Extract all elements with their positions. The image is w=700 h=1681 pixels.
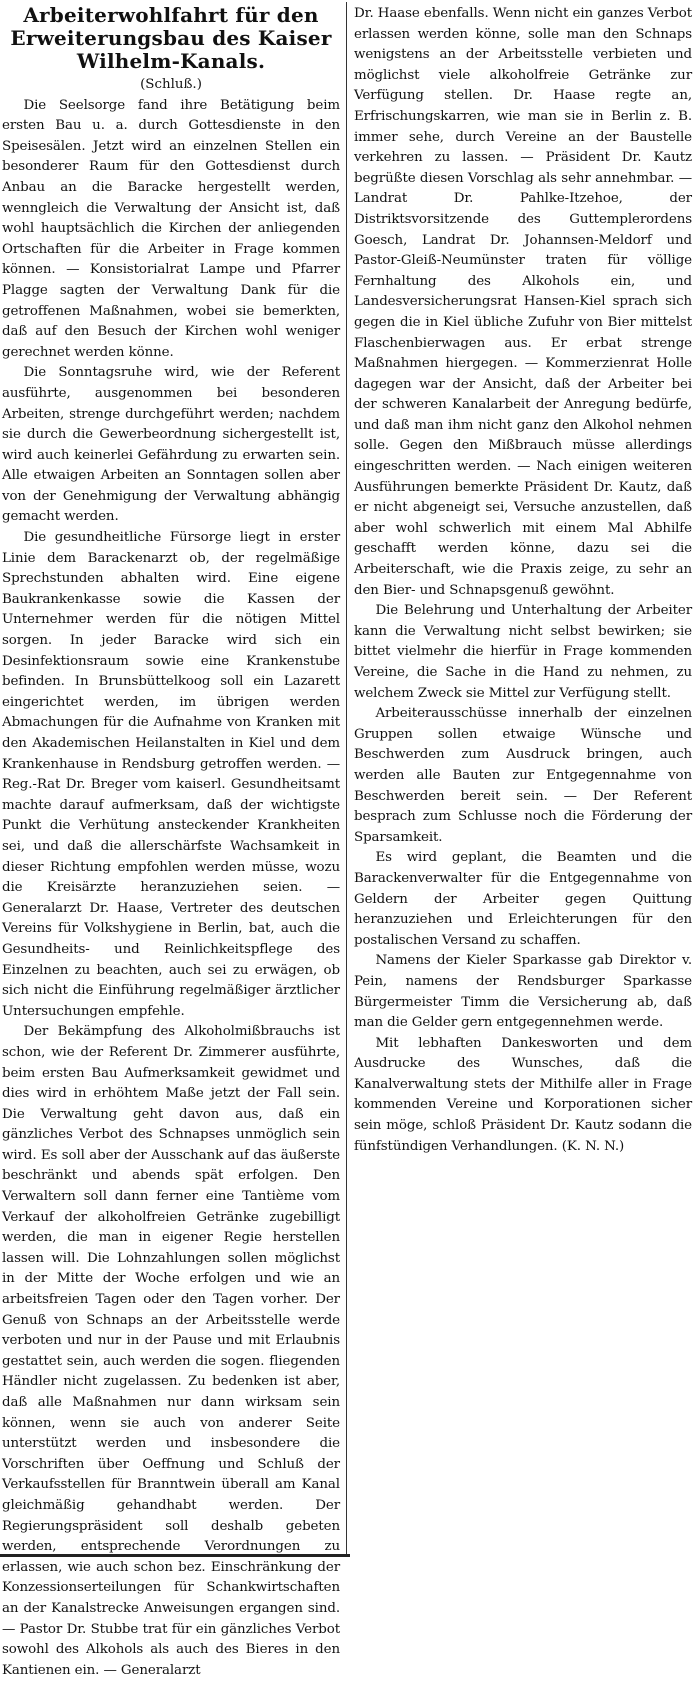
paragraph-arbeiterausschuesse: Arbeiterausschüsse innerhalb der einzelnen Gruppen sollen etwaige Wünsche und Beschwerden zum Ausdruck bringen, auch werden alle Bauten zur Entgegennahme von Beschwerden bereit sein. — Der Referent besprach zum Schlusse noch die Förderung der Sparsamkeit. [354, 706, 692, 845]
paragraph-alkohol: Der Bekämpfung des Alkoholmißbrauchs ist schon, wie der Referent Dr. Zimmerer ausführte, beim ersten Bau Aufmerksamkeit gewidmet und dies wird in erhöhtem Maße jetzt der Fall sein. Die Verwaltung geht davon aus, daß ein gänzliches Verbot des Schnapses unmöglich sein wird. Es soll aber der Ausschank auf das äußerste beschränkt und abends spät erfolgen. Den Verwaltern soll dann ferner eine Tantième vom Verkauf der alkoholfreien Getränke zugebilligt werden, die man in eigener Regie herstellen lassen will. Die Lohnzahlungen sollen möglichst in der Mitte der Woche erfolgen und wie an arbeitsfreien Tagen oder den Tagen vorher. Der Genuß von Schnaps an der Arbeitsstelle werde verboten und nur in der Pause und mit Erlaubnis gestattet sein, auch werden die sogen. fliegenden Händler nicht zugelassen. Zu bedenken ist aber, daß alle Maßnahmen nur dann wirksam sein können, wenn sie auch von anderer Seite unterstützt werden und insbesondere die Vorschriften über Oeffnung und Schluß der Verkaufsstellen für Branntwein überall am Kanal gleichmäßig gehandhabt werden. Der Regierungspräsident soll deshalb gebeten werden, entsprechende Verordnungen zu erlassen, wie auch schon bez. Einschränkung der Konzessionserteilungen für Schankwirtschaften an der Kanalstrecke Anweisungen ergangen sind. — Pastor Dr. Stubbe trat für ein gänzliches Verbot sowohl des Alkohols als auch des Bieres in den Kantienen ein. — Generalarzt [2, 1024, 340, 1678]
paragraph-sonntagsruhe: Die Sonntagsruhe wird, wie der Referent ausführte, ausgenommen bei besonderen Arbeiten, strenge durchgeführt werden; nachdem sie durch die Gewerbeordnung sichergestellt ist, wird auch keinerlei Gefährdung zu erwarten sein. Alle etwaigen Arbeiten an Sonntagen sollen aber von der Genehmigung der Verwaltung abhängig gemacht werden. [2, 365, 340, 525]
article-headline: Arbeiterwohlfahrt für den Erweiterungsbau des Kaiser Wilhelm-Kanals. [10, 3, 332, 73]
paragraph-schluss: Mit lebhaften Dankesworten und dem Ausdrucke des Wunsches, daß die Kanalverwaltung stets der Mithilfe aller in Frage kommenden Vereine und Korporationen sicher sein möge, schloß Präsident Dr. Kautz sodann die fünfstündigen Verhandlungen. (K. N. N.) [354, 1035, 692, 1154]
paragraph-seelsorge: Die Seelsorge fand ihre Betätigung beim ersten Bau u. a. durch Gottesdienste in den Speisesälen. Jetzt wird an einzelnen Stellen ein besonderer Raum für den Gottesdienst durch Anbau an die Baracke hergestellt werden, wenngleich die Verwaltung der Ansicht ist, daß wohl hauptsächlich die Kirchen der anliegenden Ortschaften für die Arbeiter in Frage kommen können. — Konsistorialrat Lampe und Pfarrer Plagge sagten der Verwaltung Dank für die getroffenen Maßnahmen, wobei sie bemerkten, daß auf den Besuch der Kirchen wohl weniger gerechnet werden könne. [2, 97, 340, 360]
paragraph-sparkasse: Namens der Kieler Sparkasse gab Direktor v. Pein, namens der Rendsburger Sparkasse Bürgermeister Timm die Versicherung ab, daß man die Gelder gern entgegennehmen werde. [354, 953, 692, 1031]
right-column [354, 4, 692, 1157]
paragraph-gesundheit: Die gesundheitliche Fürsorge liegt in erster Linie dem Barackenarzt ob, der regelmäßige Sprechstunden abhalten wird. Eine eigene Baukrankenkasse sowie die Kassen der Unternehmer werden für die nötigen Mittel sorgen. In jeder Baracke wird sich ein Desinfektionsraum sowie eine Krankenstube befinden. In Brunsbüttelkoog soll ein Lazarett eingerichtet werden, im übrigen werden Abmachungen für die Aufnahme von Kranken mit den Akademischen Heilanstalten in Kiel und dem Krankenhause in Rendsburg getroffen werden. — Reg.-Rat Dr. Breger vom kaiserl. Gesundheitsamt machte darauf aufmerksam, daß der wichtigste Punkt die Verhütung ansteckender Krankheiten sei, und daß die allerschärfste Wachsamkeit in dieser Richtung empfohlen werden müsse, wozu die Kreisärzte heranzuziehen seien. — Generalarzt Dr. Haase, Vertreter des deutschen Vereins für Volkshygiene in Berlin, bat, auch die Gesundheits- und Reinlichkeitspflege des Einzelnen zu beachten, auch sei zu erwägen, ob sich nicht die Einführung regelmäßiger ärztlicher Untersuchungen empfehle. [2, 530, 340, 1019]
bottom-rule [0, 1554, 350, 1557]
article-subline: (Schluß.) [140, 77, 202, 92]
paragraph-sparsamkeit: Es wird geplant, die Beamten und die Barackenverwalter für die Entgegennahme von Geldern der Arbeiter gegen Quittung heranzuziehen und Erleichterungen für den postalischen Versand zu schaffen. [354, 850, 692, 948]
left-column [2, 4, 340, 1681]
paragraph-belehrung: Die Belehrung und Unterhaltung der Arbeiter kann die Verwaltung nicht selbst bewirken; sie bittet vielmehr die hierfür in Frage kommenden Vereine, die Sache in die Hand zu nehmen, zu welchem Zweck sie Mittel zur Verfügung stellt. [354, 603, 692, 701]
column-divider [346, 2, 347, 1554]
paragraph-continuation: Dr. Haase ebenfalls. Wenn nicht ein ganzes Verbot erlassen werden könne, solle man den Schnaps wenigstens an der Arbeitsstelle verbieten und möglichst viele alkoholfreie Getränke zur Verfügung stellen. Dr. Haase regte an, Erfrischungskarren, wie man sie in Berlin z. B. immer sehe, durch Vereine an der Baustelle verkehren zu lassen. — Präsident Dr. Kautz begrüßte diesen Vorschlag als sehr annehmbar. — Landrat Dr. Pahlke-Itzehoe, der Distriktsvorsitzende des Guttemplerordens Goesch, Landrat Dr. Johannsen-Meldorf und Pastor-Gleiß-Neumünster traten für völlige Fernhaltung des Alkohols ein, und Landesversicherungsrat Hansen-Kiel sprach sich gegen die in Kiel übliche Zufuhr von Bier mittelst Flaschenbierwagen aus. Er erbat strenge Maßnahmen hiergegen. — Kommerzienrat Holle dagegen war der Ansicht, daß der Arbeiter bei der schweren Kanalarbeit der Anregung bedürfe, und daß man ihm nicht ganz den Alkohol nehmen solle. Gegen den Mißbrauch müsse allerdings eingeschritten werden. — Nach einigen weiteren Ausführungen bemerkte Präsident Dr. Kautz, daß er nicht abgeneigt sei, Versuche anzustellen, daß aber wohl schwerlich mit einem Mal Abhilfe geschafft werden könne, dazu sei die Arbeiterschaft, wie die Praxis zeige, zu sehr an den Bier- und Schnapsgenuß gewöhnt. [354, 6, 692, 598]
